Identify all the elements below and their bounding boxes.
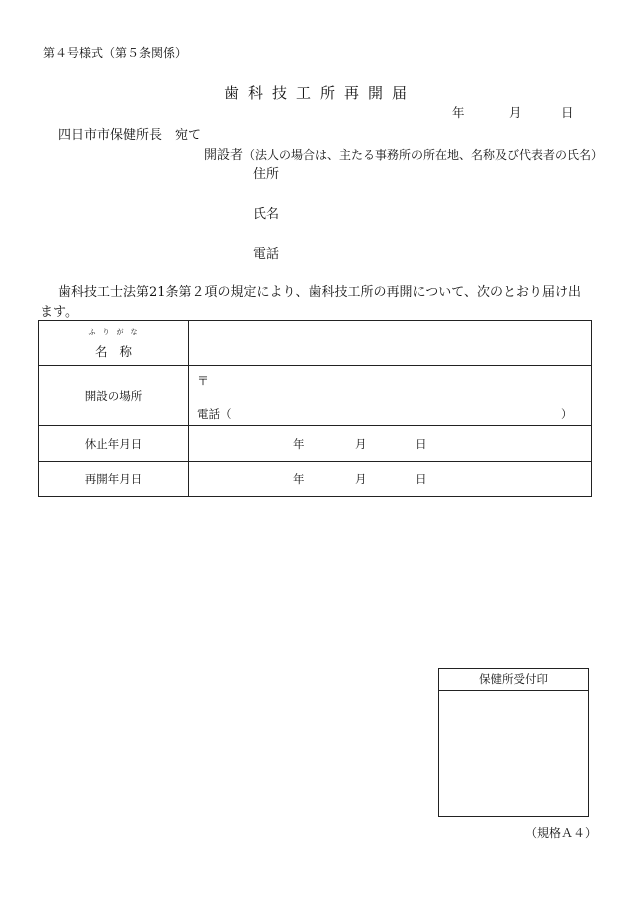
founder-name-label: 氏名 [253,207,280,222]
table-row-reopen [39,462,592,497]
suspension-month: 月 [355,436,367,451]
name-label: 名称 [94,343,144,359]
founder-heading [204,144,603,163]
form-number: 第４号様式（第５条関係） [43,46,188,60]
table-row-location [39,366,592,426]
table-row-suspension [39,426,592,462]
statement-text: 歯科技工士法第21条第２項の規定により、歯科技工所の再開について、次のとおり届け出ます。 [40,285,582,320]
date-year-label: 年 [452,105,465,120]
reception-stamp-box [438,668,589,817]
addressee: 四日市市保健所長 宛て [58,128,202,143]
date-month-label: 月 [509,105,522,120]
name-ruby: ふりがな [88,327,145,336]
reopen-month: 月 [355,472,367,486]
location-input-cell[interactable] [189,366,592,426]
reopen-date-cell[interactable] [189,462,592,497]
document-title: 歯科技工所再開届 [223,84,416,102]
name-input-cell[interactable] [189,321,592,366]
table-row-name [39,321,592,366]
founder-label: 開設者 [204,148,244,163]
location-label: 開設の場所 [39,366,189,426]
founder-note: （法人の場合は、主たる事務所の所在地、名称及び代表者の氏名） [243,148,604,162]
name-label-cell [39,321,189,366]
suspension-date-cell[interactable] [189,426,592,462]
location-phone-prefix: 電話（ [197,407,232,421]
date-day-label: 日 [561,105,574,120]
founder-address-label: 住所 [253,167,280,182]
suspension-label: 休止年月日 [39,426,189,462]
reopen-label: 再開年月日 [39,462,189,497]
paper-size-note: （規格Ａ４） [525,826,598,840]
location-phone-suffix: ） [561,407,573,421]
reception-stamp-title: 保健所受付印 [439,669,588,691]
founder-phone-label: 電話 [253,247,280,262]
reopen-year: 年 [293,472,305,486]
reopening-info-table [38,320,592,497]
postal-mark: 〒 [197,374,210,388]
reopen-day: 日 [415,472,427,486]
suspension-day: 日 [415,436,427,451]
suspension-year: 年 [293,436,305,451]
